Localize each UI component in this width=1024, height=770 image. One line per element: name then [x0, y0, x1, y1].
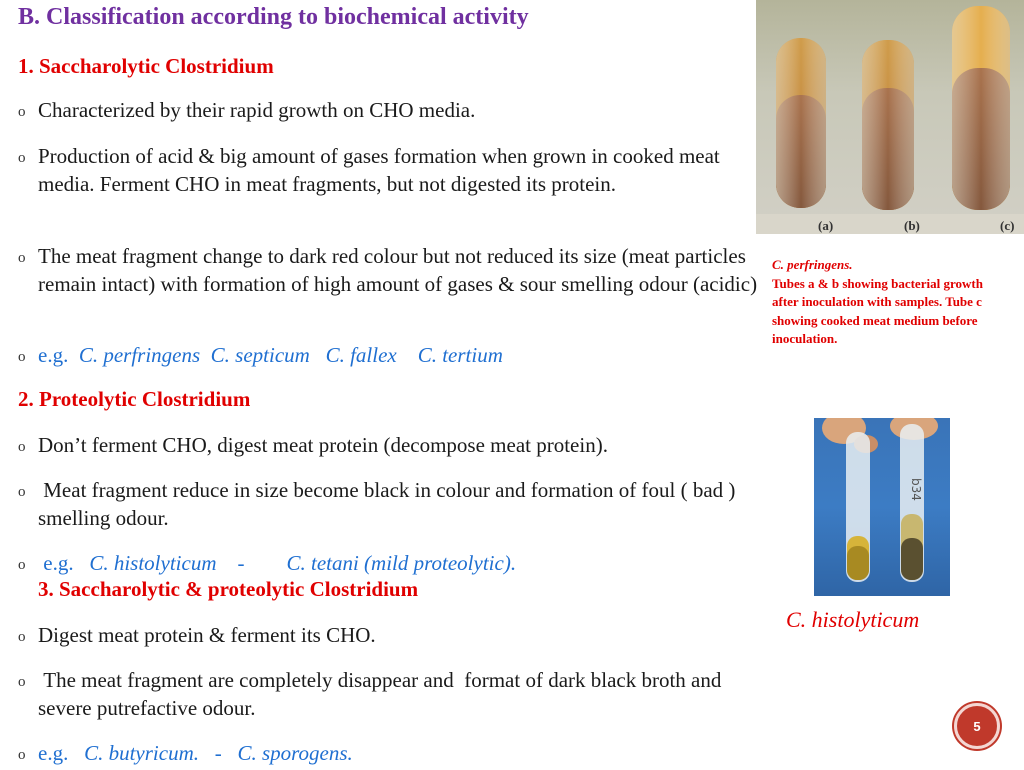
caption-species: C. perfringens. [772, 257, 853, 272]
bullet-marker: o [18, 349, 26, 365]
bullet-marker: o [18, 557, 26, 573]
bullet-marker: o [18, 150, 26, 166]
tube-handwritten-label: b34 [909, 478, 923, 501]
example-species: C. perfringens C. septicum C. fallex C. tertium [78, 343, 503, 367]
section1-heading: 1. Saccharolytic Clostridium [18, 54, 274, 78]
section3-heading: 3. Saccharolytic & proteolytic Clostridium [38, 577, 419, 601]
section2-example [18, 550, 758, 578]
bullet-marker: o [18, 484, 26, 500]
section2-heading: 2. Proteolytic Clostridium [18, 387, 251, 411]
section1-bullet-2: o Production of acid & big amount of gases formation when grown in cooked meat media. Ferment CHO in meat fragments, but not digested its protein. [18, 144, 720, 196]
section3-bullet-1: o Digest meat protein & ferment its CHO. [18, 622, 758, 650]
section3-bullet-2: o The meat fragment are completely disappear and format of dark black broth and severe putrefactive odour. [18, 668, 727, 720]
bullet-marker: o [18, 674, 26, 690]
example-prefix: e.g. [38, 343, 69, 367]
tube-label-c: (c) [1000, 218, 1015, 233]
tube-b [862, 40, 914, 210]
section1-bullet-3: o The meat fragment change to dark red colour but not reduced its size (meat particles remain intact) with formation of high amount of gases & sour smelling odour (acidic) [18, 244, 758, 296]
tubes-illustration [756, 0, 1024, 234]
photo2-caption: C. histolyticum [786, 607, 920, 632]
tube-label-a: (a) [818, 218, 834, 233]
bullet-marker: o [18, 250, 26, 266]
bullet-marker: o [18, 629, 26, 645]
example-prefix: e.g. [38, 741, 69, 765]
page-number-badge: 5 [954, 703, 1000, 749]
section2-bullet-2: o Meat fragment reduce in size become black in colour and formation of foul ( bad ) smelling odour. [18, 478, 741, 530]
cooked-meat-tubes-photo [756, 0, 1024, 234]
example-species: C. histolyticum - C. tetani (mild proteolytic). [89, 551, 517, 575]
histolyticum-illustration [814, 418, 950, 596]
bullet-marker: o [18, 104, 26, 120]
slide-title: B. Classification according to biochemical activity [18, 4, 529, 30]
section1-bullet-1: o Characterized by their rapid growth on CHO media. [18, 97, 758, 125]
bullet-marker: o [18, 439, 26, 455]
tube-label-b: (b) [904, 218, 920, 233]
example-species: C. butyricum. - C. sporogens. [84, 741, 353, 765]
section1-example [18, 342, 758, 370]
tube-a [776, 38, 826, 208]
photo1-caption [772, 256, 1002, 349]
bullet-marker: o [18, 747, 26, 763]
section3-example [18, 740, 758, 768]
histolyticum-tubes-photo [814, 418, 950, 596]
section2-bullet-1: o Don’t ferment CHO, digest meat protein (decompose meat protein). [18, 432, 758, 460]
caption-text: Tubes a & b showing bacterial growth after inoculation with samples. Tube c showing cooked meat medium before inoculation. [772, 275, 983, 346]
example-prefix: e.g. [38, 551, 74, 575]
tube-c [952, 6, 1010, 210]
